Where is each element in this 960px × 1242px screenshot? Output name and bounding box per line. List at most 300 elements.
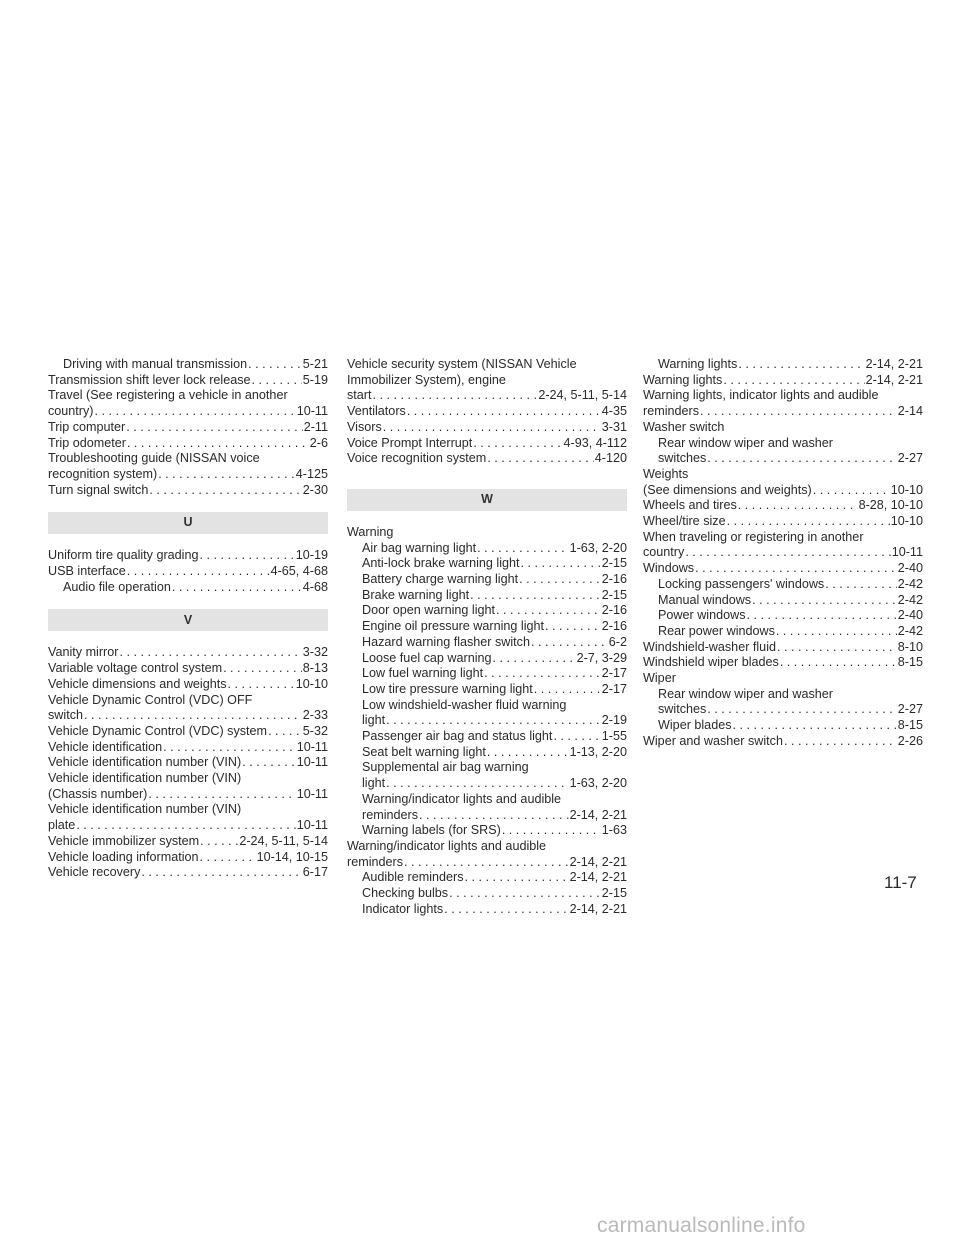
- leader-dots: [695, 561, 897, 577]
- index-entry: [347, 635, 627, 651]
- entry-text: Variable voltage control system: [48, 661, 223, 676]
- entry-page-ref: 8-13: [302, 661, 328, 676]
- index-block: [48, 645, 328, 881]
- leader-dots: [76, 818, 295, 834]
- entry-text: Rear power windows: [658, 623, 775, 638]
- entry-text: Checking bulbs: [362, 886, 449, 901]
- index-entry: [643, 483, 923, 499]
- entry-page-ref: 2-15: [601, 587, 627, 602]
- entry-text: Supplemental air bag warning: [362, 760, 529, 775]
- index-entry: [643, 577, 923, 593]
- leader-dots: [172, 580, 302, 596]
- entry-text: Passenger air bag and status light: [362, 729, 553, 744]
- index-column-3: [643, 357, 923, 750]
- entry-text: Wiper blades: [658, 718, 732, 733]
- entry-page-ref: 2-40: [897, 561, 923, 576]
- index-entry: [643, 608, 923, 624]
- index-entry-heading: [347, 373, 627, 389]
- entry-text: switches: [658, 451, 707, 466]
- leader-dots: [404, 855, 569, 871]
- entry-text: Warning labels (for SRS): [362, 823, 501, 838]
- entry-text: Brake warning light: [362, 587, 470, 602]
- entry-text: Wiper: [643, 671, 676, 686]
- index-column-1: [48, 357, 328, 881]
- index-entry: [347, 886, 627, 902]
- index-entry-heading: [643, 530, 923, 546]
- leader-dots: [200, 834, 238, 850]
- index-entry: [347, 651, 627, 667]
- entry-page-ref: 2-42: [897, 592, 923, 607]
- entry-text: Low windshield-washer fluid warning: [362, 697, 567, 712]
- leader-dots: [268, 724, 302, 740]
- index-entry: [347, 666, 627, 682]
- entry-text: Vehicle Dynamic Control (VDC) OFF: [48, 692, 253, 707]
- section-header-u: [48, 512, 328, 534]
- section-letter: V: [183, 612, 193, 627]
- index-entry: [48, 787, 328, 803]
- entry-text: Battery charge warning light: [362, 572, 519, 587]
- leader-dots: [502, 823, 601, 839]
- entry-text: Vehicle loading information: [48, 849, 199, 864]
- entry-page-ref: 10-11: [296, 739, 328, 754]
- index-entry-heading: [643, 671, 923, 687]
- entry-page-ref: 2-11: [303, 419, 328, 434]
- index-entry: [643, 404, 923, 420]
- index-entry: [347, 682, 627, 698]
- leader-dots: [553, 729, 600, 745]
- leader-dots: [386, 776, 568, 792]
- entry-text: light: [362, 713, 386, 728]
- index-entry: [48, 677, 328, 693]
- index-entry: [643, 357, 923, 373]
- entry-text: Hazard warning flasher switch: [362, 634, 530, 649]
- index-entry-heading: [347, 698, 627, 714]
- index-entry: [48, 834, 328, 850]
- entry-page-ref: 2-24, 5-11, 5-14: [538, 388, 627, 403]
- entry-page-ref: 10-19: [295, 548, 328, 563]
- entry-page-ref: 3-31: [601, 419, 627, 434]
- entry-page-ref: 2-17: [601, 681, 627, 696]
- watermark-text: carmanualsonline.info: [597, 1214, 806, 1237]
- index-entry: [643, 655, 923, 671]
- entry-page-ref: 4-35: [601, 404, 627, 419]
- index-entry: [347, 556, 627, 572]
- leader-dots: [149, 483, 301, 499]
- entry-text: Vehicle identification number (VIN): [48, 802, 242, 817]
- entry-text: Wheel/tire size: [643, 514, 726, 529]
- index-block: [48, 548, 328, 595]
- leader-dots: [496, 603, 601, 619]
- index-entry-heading: [48, 451, 328, 467]
- entry-page-ref: 2-14, 2-21: [569, 901, 627, 916]
- leader-dots: [477, 541, 568, 557]
- entry-text: Vanity mirror: [48, 645, 119, 660]
- entry-page-ref: 4-68: [302, 579, 328, 594]
- leader-dots: [780, 655, 897, 671]
- index-entry: [48, 724, 328, 740]
- leader-dots: [141, 865, 301, 881]
- index-entry: [347, 855, 627, 871]
- index-entry: [347, 541, 627, 557]
- index-entry-heading: [347, 525, 627, 541]
- index-entry: [347, 902, 627, 918]
- entry-page-ref: 8-10: [897, 639, 923, 654]
- leader-dots: [752, 593, 897, 609]
- entry-page-ref: 2-15: [601, 556, 627, 571]
- entry-page-ref: 8-15: [897, 718, 923, 733]
- leader-dots: [493, 651, 576, 667]
- index-block: [347, 357, 627, 467]
- leader-dots: [487, 745, 569, 761]
- leader-dots: [419, 808, 569, 824]
- leader-dots: [545, 619, 601, 635]
- leader-dots: [707, 702, 896, 718]
- entry-text: Transmission shift lever lock release: [48, 372, 251, 387]
- index-entry: [48, 661, 328, 677]
- entry-page-ref: 4-120: [594, 451, 627, 466]
- entry-page-ref: 10-11: [296, 404, 328, 419]
- index-entry: [48, 548, 328, 564]
- entry-page-ref: 1-13, 2-20: [569, 744, 627, 759]
- entry-text: Driving with manual transmission: [63, 357, 248, 371]
- index-entry: [347, 388, 627, 404]
- entry-page-ref: 2-27: [897, 451, 923, 466]
- entry-text: Warning: [347, 524, 394, 539]
- index-entry: [48, 373, 328, 389]
- leader-dots: [776, 624, 897, 640]
- leader-dots: [223, 661, 302, 677]
- leader-dots: [685, 545, 890, 561]
- entry-page-ref: 2-24, 5-11, 5-14: [239, 833, 328, 848]
- index-entry-heading: [347, 357, 627, 373]
- entry-text: Vehicle Dynamic Control (VDC) system: [48, 723, 268, 738]
- entry-page-ref: 2-42: [897, 576, 923, 591]
- index-entry: [643, 640, 923, 656]
- section-header-v: [48, 609, 328, 631]
- entry-text: reminders: [362, 807, 418, 822]
- entry-text: Vehicle security system (NISSAN Vehicle: [347, 357, 577, 371]
- index-entry: [48, 580, 328, 596]
- entry-page-ref: 2-16: [601, 619, 627, 634]
- leader-dots: [148, 787, 295, 803]
- entry-page-ref: 5-21: [302, 357, 328, 371]
- entry-page-ref: 1-63: [601, 823, 627, 838]
- entry-page-ref: 1-63, 2-20: [569, 776, 627, 791]
- index-entry: [347, 603, 627, 619]
- entry-text: Troubleshooting guide (NISSAN voice: [48, 451, 260, 466]
- index-entry: [347, 404, 627, 420]
- index-entry-heading: [643, 687, 923, 703]
- entry-text: Vehicle recovery: [48, 865, 141, 880]
- entry-page-ref: 2-19: [601, 713, 627, 728]
- index-entry: [643, 734, 923, 750]
- entry-text: Ventilators: [347, 404, 406, 419]
- entry-page-ref: 4-65, 4-68: [270, 564, 328, 579]
- index-entry: [48, 467, 328, 483]
- entry-text: Vehicle dimensions and weights: [48, 676, 227, 691]
- leader-dots: [727, 514, 890, 530]
- index-entry: [643, 451, 923, 467]
- entry-page-ref: 10-10: [295, 676, 328, 691]
- entry-text: Uniform tire quality grading: [48, 548, 199, 563]
- entry-page-ref: 2-14: [897, 404, 923, 419]
- leader-dots: [449, 886, 601, 902]
- entry-text: reminders: [347, 854, 403, 869]
- leader-dots: [200, 548, 295, 564]
- entry-page-ref: 3-32: [302, 645, 328, 660]
- entry-text: plate: [48, 818, 76, 833]
- index-entry: [347, 572, 627, 588]
- index-block: [643, 357, 923, 750]
- index-entry: [347, 729, 627, 745]
- entry-text: switch: [48, 708, 83, 723]
- entry-text: Seat belt warning light: [362, 744, 486, 759]
- index-entry: [347, 745, 627, 761]
- index-entry-heading: [643, 436, 923, 452]
- entry-page-ref: 2-14, 2-21: [569, 807, 627, 822]
- index-entry: [643, 561, 923, 577]
- entry-page-ref: 2-33: [302, 708, 328, 723]
- entry-text: Weights: [643, 466, 689, 481]
- entry-text: Warning lights, indicator lights and audible: [643, 388, 879, 403]
- index-entry: [347, 588, 627, 604]
- entry-text: USB interface: [48, 564, 126, 579]
- leader-dots: [127, 436, 309, 452]
- entry-page-ref: 2-15: [601, 886, 627, 901]
- entry-text: Rear window wiper and washer: [658, 686, 833, 701]
- leader-dots: [777, 640, 897, 656]
- entry-page-ref: 2-14, 2-21: [569, 854, 627, 869]
- entry-page-ref: 2-42: [897, 623, 923, 638]
- entry-text: When traveling or registering in another: [643, 529, 864, 544]
- entry-text: Vehicle immobilizer system: [48, 833, 200, 848]
- entry-page-ref: 10-14, 10-15: [256, 849, 328, 864]
- entry-text: Windshield wiper blades: [643, 655, 779, 670]
- leader-dots: [733, 718, 897, 734]
- leader-dots: [200, 850, 256, 866]
- entry-text: (Chassis number): [48, 786, 148, 801]
- entry-text: Vehicle identification number (VIN): [48, 755, 242, 770]
- entry-text: start: [347, 388, 372, 403]
- index-entry: [347, 436, 627, 452]
- leader-dots: [470, 588, 601, 604]
- entry-text: Rear window wiper and washer: [658, 435, 833, 450]
- entry-text: country: [643, 545, 685, 560]
- entry-page-ref: 4-93, 4-112: [563, 435, 627, 450]
- index-entry: [643, 624, 923, 640]
- leader-dots: [386, 713, 601, 729]
- leader-dots: [738, 357, 864, 373]
- leader-dots: [747, 608, 897, 624]
- index-entry-heading: [643, 467, 923, 483]
- entry-page-ref: 6-17: [302, 865, 328, 880]
- entry-page-ref: 2-7, 3-29: [576, 650, 627, 665]
- entry-text: Wheels and tires: [643, 498, 737, 513]
- entry-text: Air bag warning light: [362, 540, 477, 555]
- leader-dots: [521, 556, 601, 572]
- leader-dots: [700, 404, 897, 420]
- index-entry: [48, 708, 328, 724]
- entry-text: Wiper and washer switch: [643, 733, 783, 748]
- entry-text: Windows: [643, 561, 695, 576]
- index-entry: [347, 870, 627, 886]
- leader-dots: [813, 483, 890, 499]
- entry-text: Power windows: [658, 608, 746, 623]
- index-entry: [347, 808, 627, 824]
- entry-text: Immobilizer System), engine: [347, 372, 506, 387]
- leader-dots: [707, 451, 896, 467]
- entry-page-ref: 8-28, 10-10: [858, 498, 923, 513]
- index-entry-heading: [347, 760, 627, 776]
- index-entry-heading: [48, 388, 328, 404]
- index-entry: [48, 436, 328, 452]
- index-entry-heading: [48, 802, 328, 818]
- entry-page-ref: 10-11: [296, 755, 328, 770]
- leader-dots: [444, 902, 568, 918]
- index-entry-heading: [48, 771, 328, 787]
- leader-dots: [738, 498, 858, 514]
- entry-page-ref: 2-16: [601, 572, 627, 587]
- entry-page-ref: 2-14, 2-21: [569, 870, 627, 885]
- leader-dots: [248, 357, 302, 373]
- index-entry-heading: [643, 388, 923, 404]
- index-block: [347, 525, 627, 918]
- leader-dots: [158, 467, 295, 483]
- entry-text: reminders: [643, 404, 699, 419]
- index-entry-heading: [643, 420, 923, 436]
- index-entry-heading: [347, 792, 627, 808]
- entry-page-ref: 10-11: [891, 545, 923, 560]
- entry-text: Vehicle identification number (VIN): [48, 771, 242, 786]
- index-entry: [347, 713, 627, 729]
- leader-dots: [534, 682, 601, 698]
- entry-text: Warning lights: [643, 372, 723, 387]
- index-entry: [48, 483, 328, 499]
- section-letter: U: [183, 515, 193, 530]
- entry-text: Vehicle identification: [48, 739, 163, 754]
- entry-text: Low tire pressure warning light: [362, 681, 533, 696]
- index-block: [48, 357, 328, 498]
- entry-text: Anti-lock brake warning light: [362, 556, 520, 571]
- entry-text: Trip computer: [48, 419, 126, 434]
- entry-page-ref: 1-63, 2-20: [569, 540, 627, 555]
- entry-page-ref: 10-10: [890, 514, 923, 529]
- entry-text: Voice Prompt Interrupt: [347, 435, 473, 450]
- leader-dots: [465, 870, 569, 886]
- entry-text: Windshield-washer fluid: [643, 639, 776, 654]
- index-entry: [347, 619, 627, 635]
- index-entry: [643, 702, 923, 718]
- index-entry: [643, 718, 923, 734]
- entry-text: Voice recognition system: [347, 451, 487, 466]
- entry-text: Audio file operation: [63, 579, 171, 594]
- leader-dots: [163, 740, 296, 756]
- index-entry: [48, 740, 328, 756]
- index-entry-heading: [48, 693, 328, 709]
- index-entry: [48, 564, 328, 580]
- leader-dots: [784, 734, 897, 750]
- leader-dots: [473, 436, 562, 452]
- index-entry-heading: [347, 839, 627, 855]
- leader-dots: [95, 404, 296, 420]
- index-entry: [48, 755, 328, 771]
- leader-dots: [119, 645, 301, 661]
- leader-dots: [484, 666, 601, 682]
- entry-page-ref: 5-32: [302, 723, 328, 738]
- index-entry: [643, 545, 923, 561]
- leader-dots: [127, 564, 270, 580]
- index-entry: [48, 818, 328, 834]
- entry-page-ref: 2-27: [897, 702, 923, 717]
- entry-text: (See dimensions and weights): [643, 482, 812, 497]
- index-entry: [643, 498, 923, 514]
- index-entry: [643, 593, 923, 609]
- index-entry: [347, 776, 627, 792]
- entry-text: Loose fuel cap warning: [362, 650, 492, 665]
- index-entry: [48, 404, 328, 420]
- index-entry: [48, 357, 328, 373]
- entry-page-ref: 2-14, 2-21: [865, 372, 923, 387]
- index-entry: [643, 514, 923, 530]
- index-column-2: [347, 357, 627, 918]
- entry-text: Indicator lights: [362, 901, 444, 916]
- entry-page-ref: 10-11: [296, 818, 328, 833]
- entry-text: Visors: [347, 419, 382, 434]
- leader-dots: [519, 572, 601, 588]
- entry-page-ref: 2-17: [601, 666, 627, 681]
- entry-text: Door open warning light: [362, 603, 496, 618]
- entry-page-ref: 8-15: [897, 655, 923, 670]
- leader-dots: [228, 677, 295, 693]
- leader-dots: [825, 577, 897, 593]
- leader-dots: [373, 388, 538, 404]
- index-entry: [347, 420, 627, 436]
- entry-text: Manual windows: [658, 592, 752, 607]
- index-entry: [48, 850, 328, 866]
- leader-dots: [531, 635, 608, 651]
- entry-text: Travel (See registering a vehicle in another: [48, 388, 288, 403]
- page-number: 11-7: [884, 873, 917, 892]
- index-entry: [48, 645, 328, 661]
- leader-dots: [407, 404, 601, 420]
- entry-text: Warning/indicator lights and audible: [362, 791, 562, 806]
- index-entry: [347, 823, 627, 839]
- section-letter: W: [481, 492, 493, 507]
- leader-dots: [487, 451, 593, 467]
- entry-text: recognition system): [48, 466, 158, 481]
- entry-page-ref: 2-16: [601, 603, 627, 618]
- leader-dots: [126, 420, 303, 436]
- entry-text: Engine oil pressure warning light: [362, 619, 545, 634]
- entry-page-ref: 5-19: [302, 372, 328, 387]
- leader-dots: [252, 373, 302, 389]
- entry-page-ref: 10-11: [296, 786, 328, 801]
- entry-page-ref: 2-14, 2-21: [865, 357, 923, 371]
- entry-text: Warning/indicator lights and audible: [347, 838, 547, 853]
- entry-page-ref: 10-10: [890, 482, 923, 497]
- index-entry: [48, 420, 328, 436]
- entry-text: Warning lights: [658, 357, 738, 371]
- entry-text: Turn signal switch: [48, 482, 149, 497]
- index-entry: [48, 865, 328, 881]
- entry-page-ref: 2-30: [302, 482, 328, 497]
- index-entry: [643, 373, 923, 389]
- entry-page-ref: 2-26: [897, 733, 923, 748]
- entry-text: Locking passengers' windows: [658, 576, 825, 591]
- index-entry: [347, 451, 627, 467]
- entry-text: Audible reminders: [362, 870, 464, 885]
- leader-dots: [723, 373, 864, 389]
